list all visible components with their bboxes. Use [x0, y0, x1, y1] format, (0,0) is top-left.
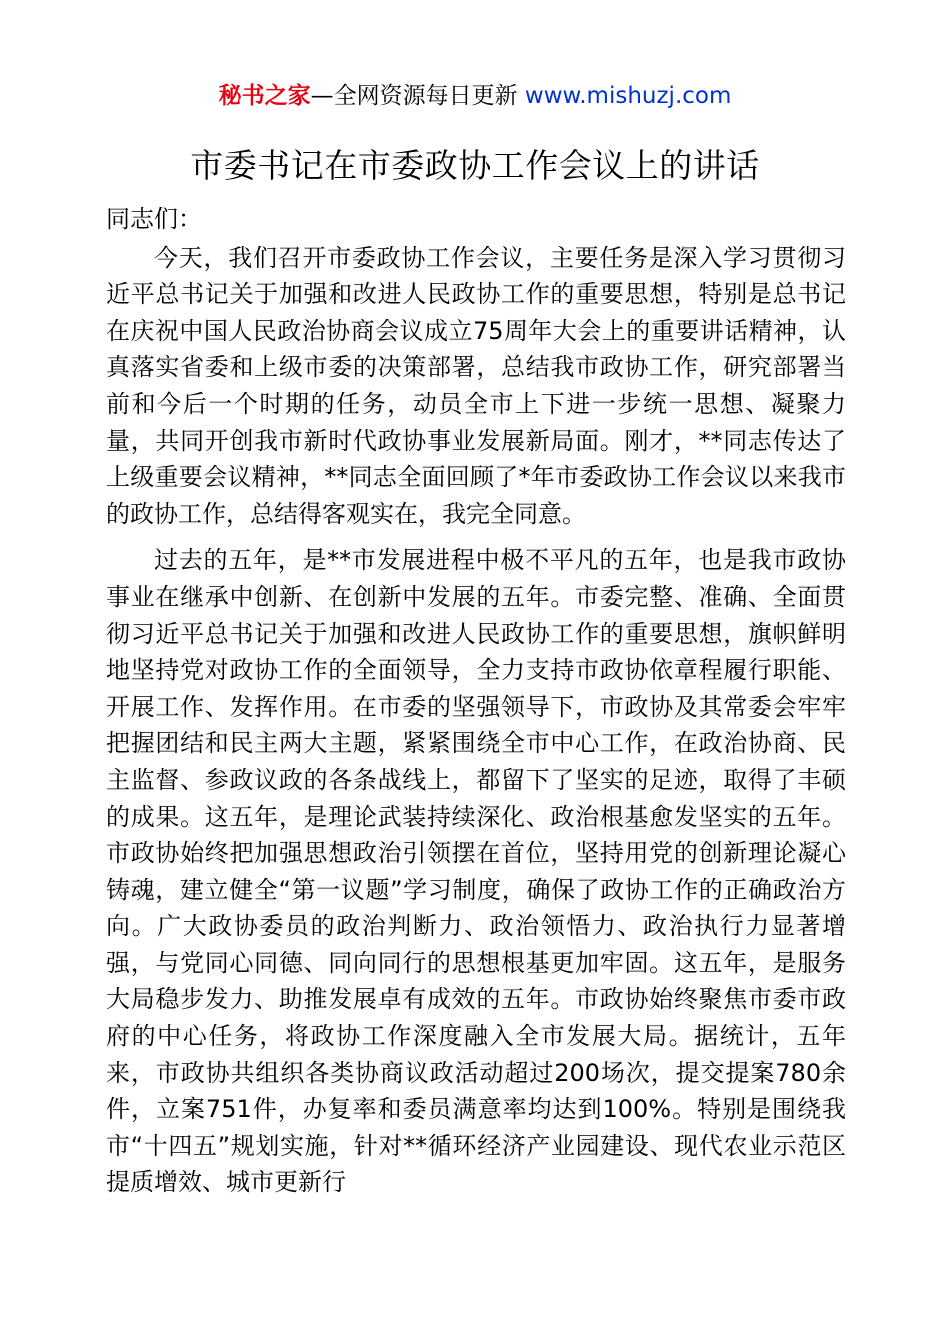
site-header — [0, 80, 950, 112]
paragraph-2: 过去的五年，是**市发展进程中极不平凡的五年，也是我市政协事业在继承中创新、在创新中发展的五年。市委完整、准确、全面贯彻习近平总书记关于加强和改进人民政协工作的重要思想，旗帜鲜明地坚持党对政协工作的全面领导，全力支持市政协依章程履行职能、开展工作、发挥作用。在市委的坚强领导下，市政协及其常委会牢牢把握团结和民主两大主题，紧紧围绕全市中心工作，在政治协商、民主监督、参政议政的各条战线上，都留下了坚实的足迹，取得了丰硕的成果。这五年，是理论武装持续深化、政治根基愈发坚实的五年。市政协始终把加强思想政治引领摆在首位，坚持用党的创新理论凝心铸魂，建立健全“第一议题”学习制度，确保了政协工作的正确政治方向。广大政协委员的政治判断力、政治领悟力、政治执行力显著增强，与党同心同德、同向同行的思想根基更加牢固。这五年，是服务大局稳步发力、助推发展卓有成效的五年。市政协始终聚焦市委市政府的中心任务，将政协工作深度融入全市发展大局。据统计，五年来，市政协共组织各类协商议政活动超过200场次，提交提案780余件，立案751件，办复率和委员满意率均达到100%。特别是围绕我市“十四五”规划实施，针对**循环经济产业园建设、现代农业示范区提质增效、城市更新行 — [106, 546, 846, 1197]
paragraph-1: 今天，我们召开市委政协工作会议，主要任务是深入学习贯彻习近平总书记关于加强和改进人民政协工作的重要思想，特别是总书记在庆祝中国人民政治协商会议成立75周年大会上的重要讲话精神，认真落实省委和上级市委的决策部署，总结我市政协工作，研究部署当前和今后一个时期的任务，动员全市上下进一步统一思想、凝聚力量，共同开创我市新时代政协事业发展新局面。刚才，**同志传达了上级重要会议精神，**同志全面回顾了*年市委政协工作会议以来我市的政协工作，总结得客观实在，我完全同意。 — [106, 243, 846, 528]
document-title: 市委书记在市委政协工作会议上的讲话 — [190, 146, 760, 185]
salutation: 同志们： — [106, 205, 202, 233]
site-brand: 秘书之家 — [218, 83, 311, 109]
site-tagline: —全网资源每日更新 — [310, 83, 518, 109]
document-body — [106, 201, 846, 1211]
site-url-link[interactable]: www.mishuzj.com — [524, 83, 732, 109]
